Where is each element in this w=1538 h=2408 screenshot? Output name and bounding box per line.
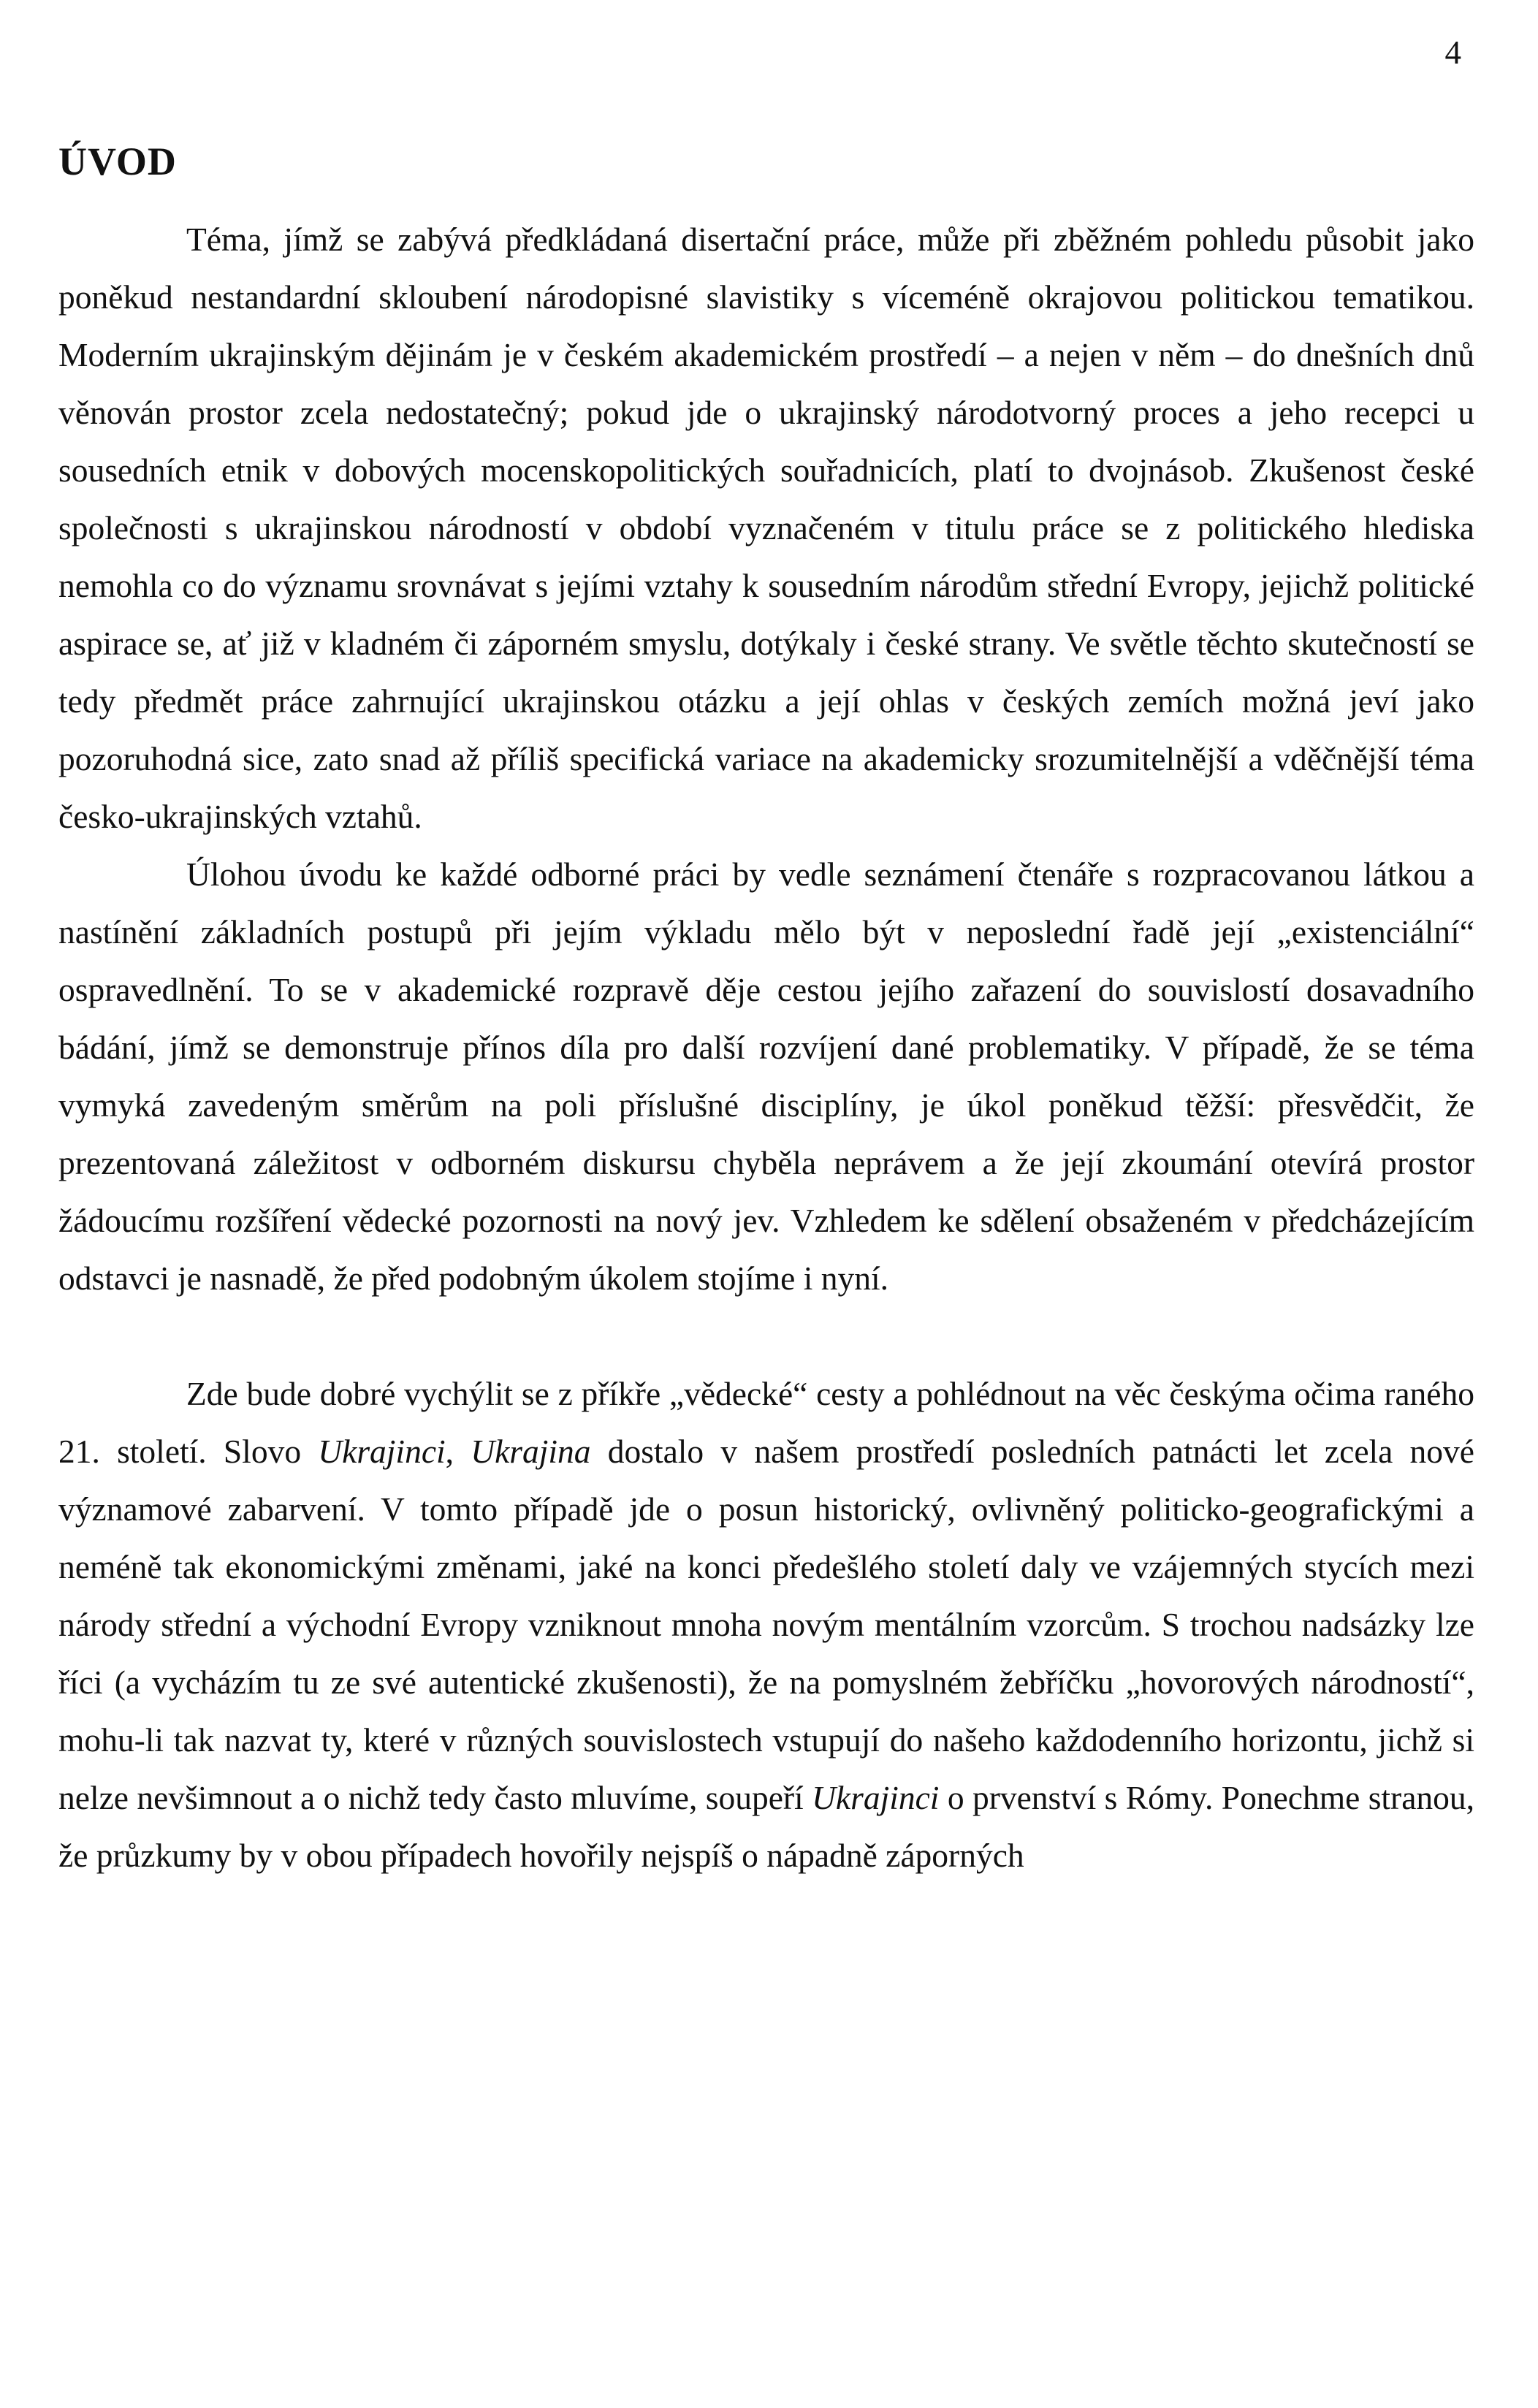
text-run: , xyxy=(445,1433,471,1470)
italic-term: Ukrajinci xyxy=(812,1779,940,1816)
text-run: Zde bude dobré vychýlit se z příkře „vědecké“ cesty a pohlédnout na věc českýma očima raného 21. století. Slovo xyxy=(58,1375,1474,1470)
paragraph-2 xyxy=(58,845,1474,1307)
paragraph-1 xyxy=(58,210,1474,845)
text-run: o prvenství s Rómy. Ponechme stranou, že průzkumy by v obou případech hovořily nejspíš o nápadně záporných xyxy=(58,1779,1475,1874)
text-run: Téma, jímž se zabývá předkládaná disertační práce, může při zběžném pohledu působit jako poněkud nestandardní skloubení národopisné slavistiky s víceméně okrajovou politickou tematikou. Moderním ukrajinským dějinám je v českém akademickém prostředí – a nejen v něm – do dnešních dnů věnován prostor zcela nedostatečný; pokud jde o ukrajinský národotvorný proces a jeho recepci u sousedních etnik v dobových mocenskopolitických souřadnicích, platí to dvojnásob. Zkušenost české společnosti s ukrajinskou národností v období vyznačeném v titulu práce se z politického hlediska nemohla co do významu srovnávat s jejími vztahy k sousedním národům střední Evropy, jejichž politické aspirace se, ať již v kladném či záporném smyslu, dotýkaly i české strany. Ve světle těchto skutečností se tedy předmět práce zahrnující ukrajinskou otázku a její ohlas v českých zemích možná jeví jako pozoruhodná sice, zato snad až příliš specifická variace na akademicky srozumitelnější a vděčnější téma česko-ukrajinských vztahů. xyxy=(58,221,1474,835)
section-heading: ÚVOD xyxy=(58,140,177,183)
body-text xyxy=(58,210,1474,1884)
text-run: dostalo v našem prostředí posledních patnácti let zcela nové významové zabarvení. V tomto případě jde o posun historický, ovlivněný politicko-geografickými a neméně tak ekonomickými změnami, jaké na konci předešlého století daly ve vzájemných stycích mezi národy střední a východní Evropy vzniknout mnoha novým mentálním vzorcům. S trochou nadsázky lze říci (a vycházím tu ze své autentické zkušenosti), že na pomyslném žebříčku „hovorových národností“, mohu-li tak nazvat ty, které v různých souvislostech vstupují do našeho každodenního horizontu, jichž si nelze nevšimnout a o nichž tedy často mluvíme, soupeří xyxy=(58,1433,1474,1816)
page-number: 4 xyxy=(1444,34,1461,71)
italic-term: Ukrajina xyxy=(471,1433,591,1470)
italic-term: Ukrajinci xyxy=(318,1433,446,1470)
paragraph-3 xyxy=(58,1365,1474,1884)
text-run: Úlohou úvodu ke každé odborné práci by vedle seznámení čtenáře s rozpracovanou látkou a nastínění základních postupů při jejím výkladu mělo být v neposlední řadě její „existenciální“ ospravedlnění. To se v akademické rozpravě děje cestou jejího zařazení do souvislostí dosavadního bádání, jímž se demonstruje přínos díla pro další rozvíjení dané problematiky. V případě, že se téma vymyká zavedeným směrům na poli příslušné disciplíny, je úkol poněkud těžší: přesvědčit, že prezentovaná záležitost v odborném diskursu chyběla neprávem a že její zkoumání otevírá prostor žádoucímu rozšíření vědecké pozornosti na nový jev. Vzhledem ke sdělení obsaženém v předcházejícím odstavci je nasnadě, že před podobným úkolem stojíme i nyní. xyxy=(58,856,1474,1297)
